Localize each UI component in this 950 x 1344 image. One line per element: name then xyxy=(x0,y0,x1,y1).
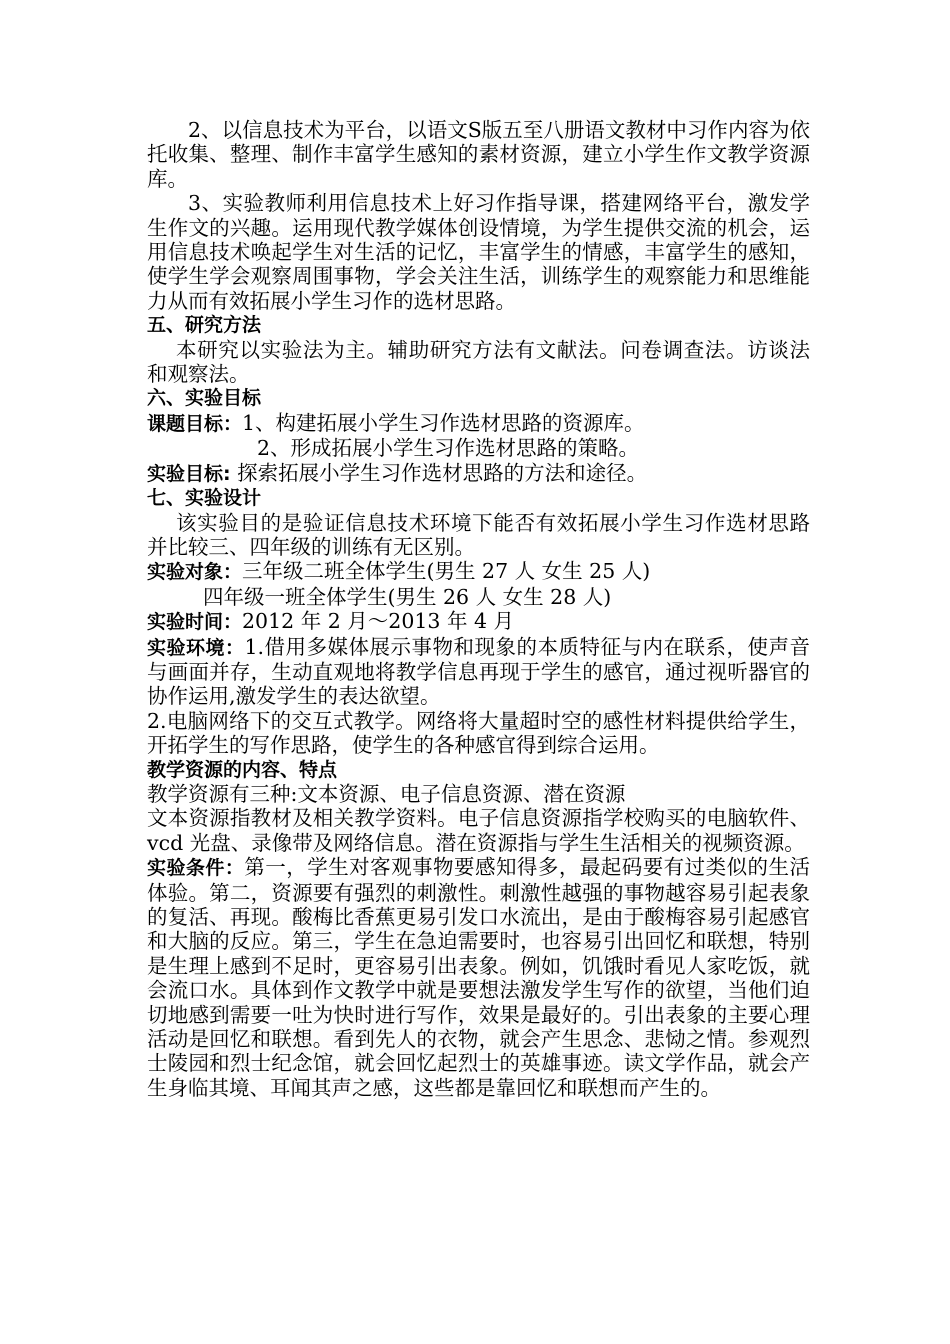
experiment-env-label: 实验环境： xyxy=(147,636,245,659)
experiment-time-label: 实验时间： xyxy=(147,611,243,634)
experiment-subject-1: 三年级二班全体学生(男生 27 人 女生 25 人) xyxy=(242,559,651,584)
section-7-intro: 该实验目的是验证信息技术环境下能否有效拓展小学生习作选材思路并比较三、四年级的训练有无区别。 xyxy=(147,510,810,559)
experiment-env-2: 2.电脑网络下的交互式教学。网络将大量超时空的感性材料提供给学生，开拓学生的写作思路，使学生的各种感官得到综合运用。 xyxy=(147,708,810,758)
experiment-conditions xyxy=(147,855,810,1100)
experiment-conditions-label: 实验条件： xyxy=(147,857,245,880)
experiment-goal: 探索拓展小学生习作选材思路的方法和途径。 xyxy=(230,460,648,485)
experiment-time-line xyxy=(147,609,810,634)
resources-detail: 文本资源指教材及相关教学资料。电子信息资源指学校购买的电脑软件、vcd 光盘、录像带及网络信息。潜在资源指与学生生活相关的视频资源。 xyxy=(147,806,810,855)
topic-goal-2: 2、形成拓展小学生习作选材思路的策略。 xyxy=(257,436,640,461)
topic-goal-1: 1、构建拓展小学生习作选材思路的资源库。 xyxy=(242,410,645,435)
experiment-env-line xyxy=(147,635,810,709)
experiment-goal-label: 实验目标: xyxy=(147,462,231,485)
document-page xyxy=(147,118,810,1100)
resources-types: 教学资源有三种:文本资源、电子信息资源、潜在资源 xyxy=(147,781,626,806)
topic-goal-label: 课题目标： xyxy=(147,412,243,435)
resources-heading: 教学资源的内容、特点 xyxy=(147,758,338,781)
section-7-heading: 七、实验设计 xyxy=(147,487,262,510)
section-5-heading: 五、研究方法 xyxy=(147,314,262,337)
paragraph-item-2: 2、以信息技术为平台，以语文S版五至八册语文教材中习作内容为依托收集、整理、制作丰富学生感知的素材资源，建立小学生作文教学资源库。 xyxy=(147,118,810,191)
experiment-env-1: 1.借用多媒体展示事物和现象的本质特征与内在联系，使声音与画面并存，生动直观地将教学信息再现于学生的感官，通过视听器官的协作运用,激发学生的表达欲望。 xyxy=(147,634,810,709)
paragraph-item-3: 3、实验教师利用信息技术上好习作指导课，搭建网络平台，激发学生作文的兴趣。运用现代教学媒体创设情境，为学生提供交流的机会，运用信息技术唤起学生对生活的记忆，丰富学生的情感，丰富学生的感知，使学生学会观察周围事物，学会关注生活，训练学生的观察能力和思维能力从而有效拓展小学生习作的选材思路。 xyxy=(147,191,810,313)
experiment-conditions-body: 第一，学生对客观事物要感知得多，最起码要有过类似的生活体验。第二，资源要有强烈的刺激性。刺激性越强的事物越容易引起表象的复活、再现。酸梅比香蕉更易引发口水流出，是由于酸梅容易引起感官和大脑的反应。第三，学生在急迫需要时，也容易引出回忆和联想，特别是生理上感到不足时，更容易引出表象。例如，饥饿时看见人家吃饭，就会流口水。具体到作文教学中就是要想法激发学生写作的欲望，当他们迫切地感到需要一吐为快时进行写作，效果是最好的。引出表象的主要心理活动是回忆和联想。看到先人的衣物，就会产生思念、悲恸之情。参观烈士陵园和烈士纪念馆，就会回忆起烈士的英雄事迹。读文学作品，就会产生身临其境、耳闻其声之感，这些都是靠回忆和联想而产生的。 xyxy=(147,855,810,1100)
experiment-subject-label: 实验对象： xyxy=(147,561,243,584)
experiment-subject-2: 四年级一班全体学生(男生 26 人 女生 28 人) xyxy=(203,584,612,609)
experiment-goal-line xyxy=(147,461,810,486)
section-5-body: 本研究以实验法为主。辅助研究方法有文献法。问卷调查法。访谈法和观察法。 xyxy=(147,337,810,387)
experiment-time-value: 2012 年 2 月～2013 年 4 月 xyxy=(242,609,515,634)
section-6-heading: 六、实验目标 xyxy=(147,387,262,410)
experiment-subject-line xyxy=(147,559,810,584)
topic-goal-line-1 xyxy=(147,411,810,436)
